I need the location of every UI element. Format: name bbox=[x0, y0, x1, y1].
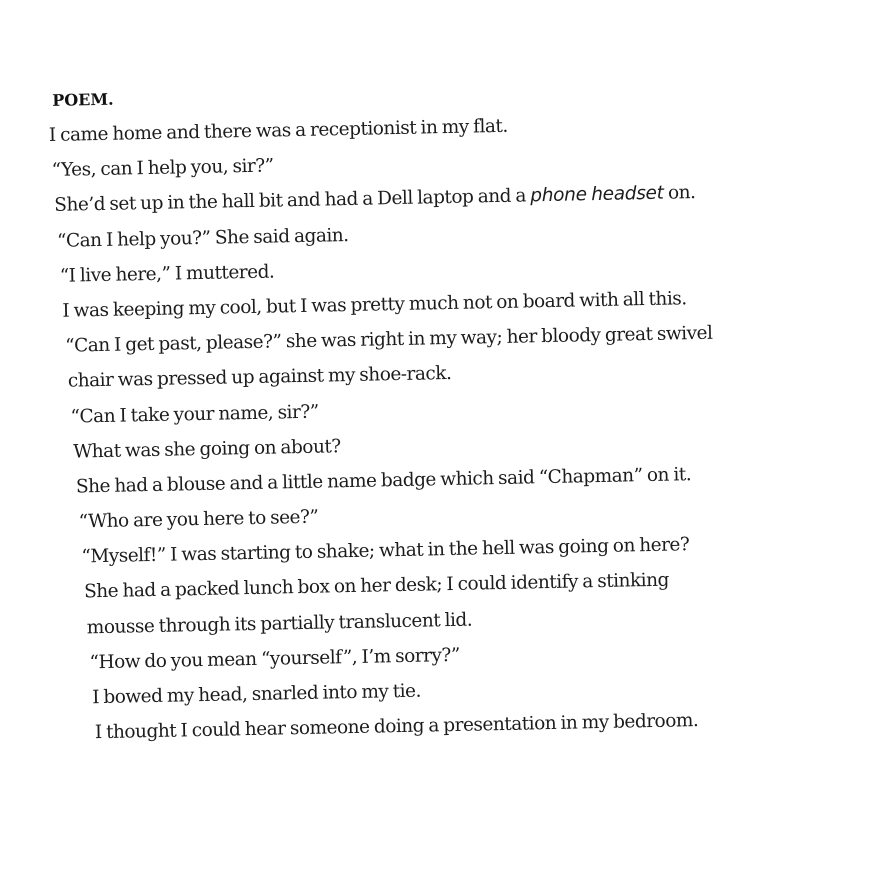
poem-line-text-after: on. bbox=[663, 182, 696, 205]
poem-line: “Can I help you?” She said again. bbox=[56, 224, 349, 252]
poem-line: “Myself!” I was starting to shake; what in the hell was going on here? bbox=[81, 534, 690, 568]
poem-line: “Who are you here to see?” bbox=[78, 506, 319, 533]
poem-line: She had a blouse and a little name badge which said “Chapman” on it. bbox=[75, 464, 692, 498]
poem-block bbox=[48, 74, 851, 751]
poem-line: chair was pressed up against my shoe-rack. bbox=[67, 363, 452, 392]
poem-line: “Can I get past, please?” she was right in my way; her bloody great swivel bbox=[64, 322, 713, 357]
poem-line: mousse through its partially translucent lid. bbox=[86, 609, 473, 638]
poem-title: POEM. bbox=[52, 89, 114, 110]
poem-line: I came home and there was a receptionist in my flat. bbox=[48, 115, 508, 146]
poem-line: She had a packed lunch box on her desk; I could identify a stinking bbox=[83, 570, 670, 603]
poem-line: I bowed my head, snarled into my tie. bbox=[91, 680, 422, 709]
poem-line: “I live here,” I muttered. bbox=[59, 261, 275, 287]
poem-line: What was she going on about? bbox=[73, 435, 341, 463]
poem-line-italic: phone headset bbox=[530, 183, 664, 207]
poem-line: I was keeping my cool, but I was pretty much not on board with all this. bbox=[62, 288, 687, 322]
poem-line: “How do you mean “yourself”, I’m sorry?” bbox=[89, 644, 460, 674]
poem-line: “Yes, can I help you, sir?” bbox=[51, 155, 274, 182]
poem-line: I thought I could hear someone doing a presentation in my bedroom. bbox=[94, 710, 699, 744]
poem-line: “Can I take your name, sir?” bbox=[70, 401, 319, 428]
poem-line-text: She’d set up in the hall bit and had a Dell laptop and a bbox=[54, 185, 531, 217]
